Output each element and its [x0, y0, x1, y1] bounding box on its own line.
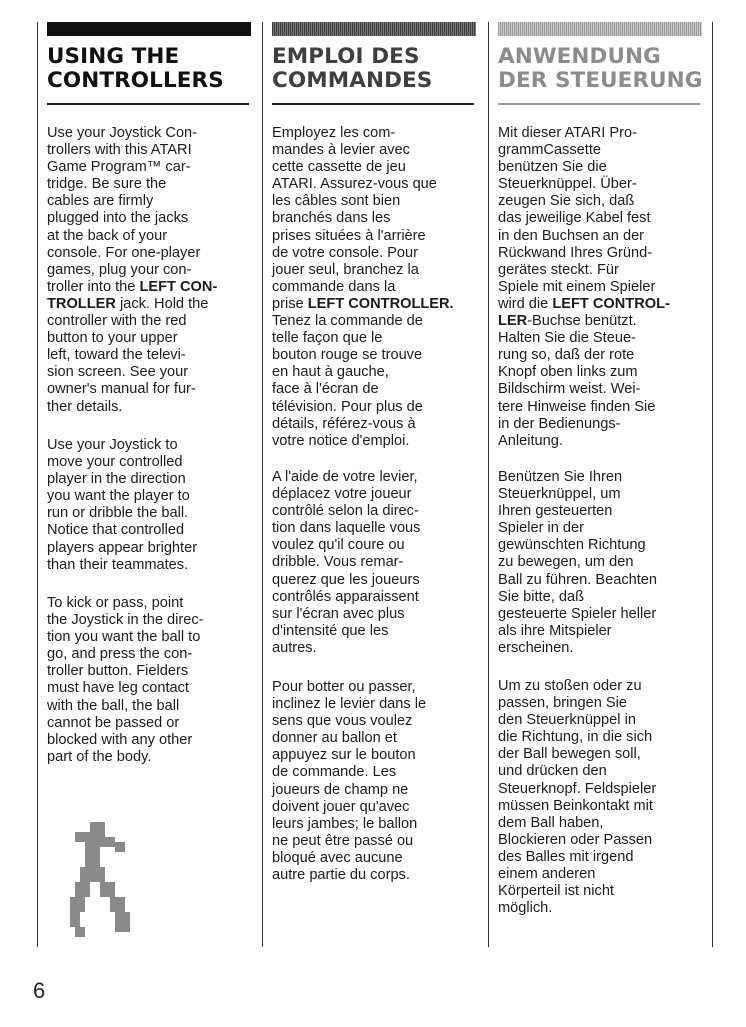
text-line: querez que les joueurs: [272, 571, 420, 588]
text-line: d'intensité que les: [272, 622, 389, 639]
paragraph: [272, 679, 482, 884]
text-line: Knopf oben links zum: [498, 364, 638, 381]
column-divider: [488, 22, 489, 947]
paragraph: [272, 469, 482, 657]
text-line: tion dans laquelle vous: [272, 520, 421, 537]
header-bar: [272, 22, 476, 36]
text-line: you want the player to: [47, 488, 190, 505]
text-line: Use your Joystick to: [47, 437, 178, 453]
text-line: und drücken den: [498, 763, 607, 780]
paragraph: [47, 595, 257, 766]
text-line: player in the direction: [47, 471, 186, 488]
text-line: télévision. Pour plus de: [272, 398, 423, 415]
paragraph: [47, 437, 257, 574]
text-line: der Ball bewegen soll,: [498, 746, 641, 763]
column-divider: [712, 22, 713, 947]
text-line: autres.: [272, 639, 317, 656]
paragraph: [498, 125, 708, 450]
text-line: games, plug your con-: [47, 261, 192, 278]
text-line: Körperteil ist nicht: [498, 883, 614, 900]
text-line: tere Hinweise finden Sie: [498, 398, 656, 415]
text-line: Employez les com-: [272, 125, 396, 141]
paragraph: [272, 125, 482, 450]
text-line: TROLLER jack. Hold the: [47, 295, 209, 312]
text-line: doivent jouer qu'avec: [272, 798, 410, 815]
paragraph: [47, 125, 257, 416]
text-line: dribble. Vous remar-: [272, 554, 404, 571]
text-line: than their teammates.: [47, 556, 189, 573]
column-german: [498, 22, 703, 917]
text-line: donner au ballon et: [272, 730, 397, 747]
text-line: Notice that controlled: [47, 522, 185, 539]
text-line: move your controlled: [47, 454, 183, 471]
text-line: run or dribble the ball.: [47, 505, 189, 522]
text-line: de commande. Les: [272, 764, 397, 781]
text-line: sur l'écran avec plus: [272, 605, 405, 622]
text-line: owner's manual for fur-: [47, 381, 196, 398]
text-line: den Steuerknüppel in: [498, 712, 636, 729]
text-line: grammCassette: [498, 142, 601, 159]
heading-line: EMPLOI DES: [272, 44, 420, 69]
section-heading: [47, 45, 249, 105]
text-line: wird die LEFT CONTROL-: [498, 295, 670, 312]
text-line: commande dans la: [272, 278, 396, 295]
text-line: left, toward the televi-: [47, 347, 186, 364]
text-line: button to your upper: [47, 330, 178, 347]
heading-line: ANWENDUNG: [498, 44, 661, 69]
text-line: déplacez votre joueur: [272, 486, 412, 503]
text-line: Steuerknüppel, um: [498, 486, 621, 503]
heading-line: COMMANDES: [272, 68, 433, 93]
column-divider: [262, 22, 263, 947]
text-line: Sie bitte, daß: [498, 588, 584, 605]
header-bar: [498, 22, 702, 36]
text-line: Mit dieser ATARI Pro-: [498, 125, 637, 141]
text-line: passen, bringen Sie: [498, 695, 627, 712]
text-line: zu bewegen, um den: [498, 554, 634, 571]
text-line: Ball zu führen. Beachten: [498, 571, 658, 588]
column-french: [272, 22, 476, 884]
text-line: das jeweilige Kabel fest: [498, 210, 651, 227]
text-line: Steuerknüppel. Über-: [498, 176, 637, 193]
soccer-player-icon: [70, 822, 130, 942]
text-line: ther details.: [47, 398, 123, 415]
text-line: controller with the red: [47, 313, 187, 330]
text-line: sion screen. See your: [47, 364, 189, 381]
text-line: with the ball, the ball: [47, 697, 180, 714]
text-line: inclinez le levier dans le: [272, 696, 427, 713]
text-line: in der Bedienungs-: [498, 415, 621, 432]
text-line: les câbles sont bien: [272, 193, 401, 210]
text-line: jouer seul, branchez la: [272, 261, 419, 278]
text-line: tridge. Be sure the: [47, 176, 167, 193]
text-line: rung so, daß der rote: [498, 347, 635, 364]
text-line: players appear brighter: [47, 539, 198, 556]
text-line: gerätes steckt. Für: [498, 261, 619, 278]
heading-line: CONTROLLERS: [47, 68, 224, 93]
text-line: ne peut être passé ou: [272, 832, 414, 849]
text-line: Halten Sie die Steue-: [498, 330, 636, 347]
text-line: must have leg contact: [47, 680, 189, 697]
text-line: in den Buchsen an der: [498, 227, 645, 244]
text-line: tion you want the ball to: [47, 629, 201, 646]
text-line: troller button. Fielders: [47, 663, 189, 680]
text-line: voulez qu'il coure ou: [272, 537, 405, 554]
text-line: LER-Buchse benützt.: [498, 313, 637, 330]
text-line: trollers with this ATARI: [47, 142, 192, 159]
text-line: de votre console. Pour: [272, 244, 419, 261]
text-line: branchés dans les: [272, 210, 391, 227]
text-line: Benützen Sie Ihren: [498, 469, 623, 485]
text-line: Ihren gesteuerten: [498, 503, 613, 520]
text-line: ATARI. Assurez-vous que: [272, 176, 437, 193]
text-line: Game Program™ car-: [47, 159, 191, 176]
text-line: plugged into the jacks: [47, 210, 189, 227]
text-line: en haut à gauche,: [272, 364, 389, 381]
text-line: möglich.: [498, 900, 553, 917]
text-line: prise LEFT CONTROLLER.: [272, 295, 454, 312]
text-line: autre partie du corps.: [272, 867, 410, 884]
text-line: leurs jambes; le ballon: [272, 815, 418, 832]
column-english: [47, 22, 251, 765]
text-line: cannot be passed or: [47, 714, 180, 731]
paragraph: [498, 678, 708, 917]
text-line: gewünschten Richtung: [498, 537, 646, 554]
text-line: einem anderen: [498, 866, 596, 883]
text-line: part of the body.: [47, 748, 152, 765]
text-line: To kick or pass, point: [47, 595, 184, 611]
text-line: Pour botter ou passer,: [272, 679, 416, 695]
header-bar: [47, 22, 251, 36]
text-line: troller into the LEFT CON-: [47, 278, 218, 295]
text-line: des Balles mit irgend: [498, 848, 634, 865]
text-line: müssen Beinkontakt mit: [498, 797, 653, 814]
text-line: dem Ball haben,: [498, 814, 604, 831]
text-line: bouton rouge se trouve: [272, 347, 423, 364]
text-line: erscheinen.: [498, 639, 574, 656]
text-line: joueurs de champ ne: [272, 781, 409, 798]
section-heading: [498, 44, 703, 105]
text-line: console. For one-player: [47, 244, 201, 261]
text-line: blocked with any other: [47, 731, 193, 748]
text-line: als ihre Mitspieler: [498, 622, 612, 639]
column-divider: [37, 22, 38, 947]
text-line: face à l'écran de: [272, 381, 379, 398]
text-line: Tenez la commande de: [272, 313, 423, 330]
text-line: cables are firmly: [47, 193, 154, 210]
text-line: Anleitung.: [498, 432, 563, 449]
text-line: cette cassette de jeu: [272, 159, 406, 176]
text-line: Spieler in der: [498, 520, 584, 537]
text-line: appuyez sur le bouton: [272, 747, 416, 764]
text-line: détails, référez-vous à: [272, 415, 416, 432]
text-line: Bildschirm weist. Wei-: [498, 381, 641, 398]
text-line: Spiele mit einem Spieler: [498, 278, 656, 295]
paragraph: [498, 469, 708, 657]
text-line: zeugen Sie sich, daß: [498, 193, 635, 210]
text-line: gesteuerte Spieler heller: [498, 605, 657, 622]
text-line: A l'aide de votre levier,: [272, 469, 418, 485]
text-line: Steuerknopf. Feldspieler: [498, 780, 657, 797]
text-line: benützen Sie die: [498, 159, 607, 176]
text-line: at the back of your: [47, 227, 168, 244]
text-line: Rückwand Ihres Gründ-: [498, 244, 653, 261]
text-line: contrôlés apparaissent: [272, 588, 419, 605]
text-line: die Richtung, in die sich: [498, 729, 653, 746]
text-line: mandes à levier avec: [272, 142, 410, 159]
section-heading: [272, 45, 474, 105]
page-number: 6: [33, 978, 46, 1003]
text-line: Blockieren oder Passen: [498, 831, 653, 848]
text-line: the Joystick in the direc-: [47, 612, 204, 629]
text-line: prises situées à l'arrière: [272, 227, 426, 244]
text-line: telle façon que le: [272, 330, 383, 347]
heading-line: DER STEUERUNG: [498, 68, 703, 93]
text-line: sens que vous voulez: [272, 713, 413, 730]
text-line: go, and press the con-: [47, 646, 193, 663]
text-line: votre notice d'emploi.: [272, 432, 410, 449]
text-line: contrôlé selon la direc-: [272, 503, 419, 520]
text-line: Use your Joystick Con-: [47, 125, 198, 141]
heading-line: USING THE: [47, 44, 180, 69]
text-line: Um zu stoßen oder zu: [498, 678, 642, 694]
text-line: bloqué avec aucune: [272, 849, 403, 866]
